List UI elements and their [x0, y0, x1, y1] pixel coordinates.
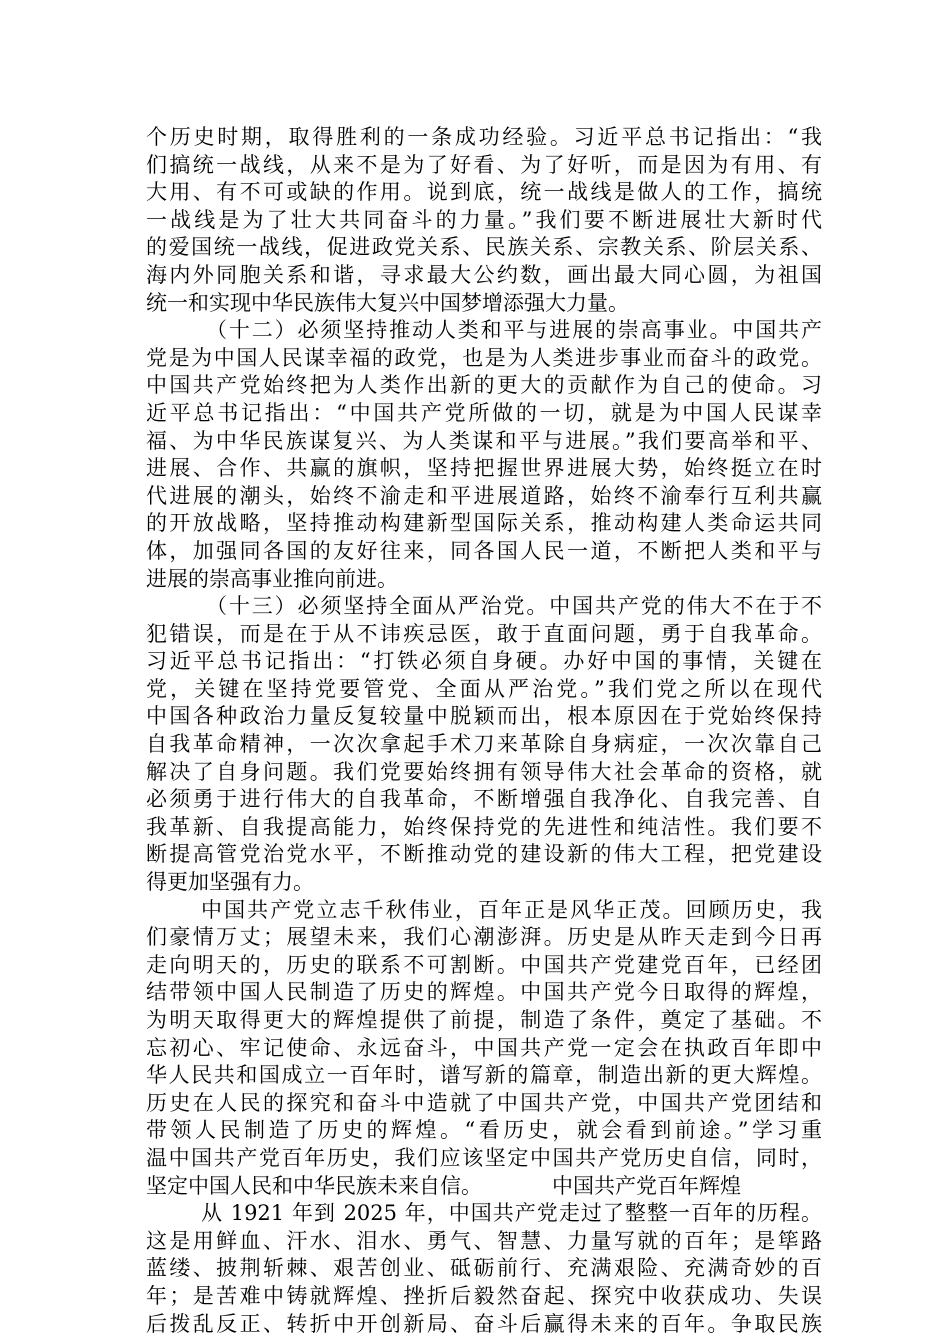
- text-line: 结带领中国人民制造了历史的辉煌。中国共产党今日取得的辉煌，: [146, 980, 822, 1005]
- text-line: 华人民共和国成立一百年时，谱写新的篇章，制造出新的更大辉煌。: [146, 1063, 822, 1088]
- text-line: 我革新、自我提高能力，始终保持党的先进性和纯洁性。我们要不: [146, 814, 822, 839]
- text-line: 中国各种政治力量反复较量中脱颖而出，根本原因在于党始终保持: [146, 704, 822, 729]
- text-line: 解决了自身问题。我们党要始终拥有领导伟大社会革命的资格，就: [146, 759, 822, 784]
- text-line: 年；是苦难中铸就辉煌、挫折后毅然奋起、探究中收获成功、失误: [146, 1283, 822, 1308]
- text-line: 得更加坚强有力。: [146, 870, 314, 895]
- text-line: [146, 1173, 822, 1201]
- text-line: （十三）必须坚持全面从严治党。中国共产党的伟大不在于不: [206, 594, 822, 619]
- text-line: 福、为中华民族谋复兴、为人类谋和平与进展。”我们要高举和平、: [146, 428, 822, 453]
- text-line: 蓝缕、披荆斩棘、艰苦创业、砥砺前行、充满艰险、充满奇妙的百: [146, 1256, 822, 1281]
- text-line: 大用、有不可或缺的作用。说到底，统一战线是做人的工作，搞统: [146, 180, 822, 205]
- paragraph-twelve: [146, 317, 822, 593]
- text-line: 历史在人民的探究和奋斗中造就了中国共产党，中国共产党团结和: [146, 1090, 822, 1115]
- text-line: 体，加强同各国的友好往来，同各国人民一道，不断把人类和平与: [146, 538, 822, 563]
- text-line: 必须勇于进行伟大的自我革命，不断增强自我净化、自我完善、自: [146, 787, 822, 812]
- text-line: 走向明天的，历史的联系不可割断。中国共产党建党百年，已经团: [146, 952, 822, 977]
- section-title: 中国共产党百年辉煌: [552, 1173, 741, 1198]
- text-line: 的爱国统一战线，促进政党关系、民族关系、宗教关系、阶层关系、: [146, 235, 822, 260]
- paragraph-century-glory: [146, 1200, 822, 1338]
- text-line: 们搞统一战线，从来不是为了好看、为了好听，而是因为有用、有: [146, 152, 822, 177]
- text-line: 个历史时期，取得胜利的一条成功经验。习近平总书记指出：“我: [146, 125, 822, 149]
- paragraph-united-front: [146, 124, 822, 317]
- text-line: 进展的崇高事业推向前进。: [146, 566, 398, 591]
- text-line: 犯错误，而是在于从不讳疾忌医，敢于直面问题，勇于自我革命。: [146, 621, 822, 646]
- text-line: 近平总书记指出：“中国共产党所做的一切，就是为中国人民谋幸: [146, 400, 822, 425]
- paragraph-conclusion: [146, 897, 822, 1201]
- text-line: 忘初心、牢记使命、永远奋斗，中国共产党一定会在执政百年即中: [146, 1035, 822, 1060]
- text-line: 自我革命精神，一次次拿起手术刀来革除自身病症，一次次靠自己: [146, 732, 822, 757]
- text-line: 这是用鲜血、汗水、泪水、勇气、智慧、力量写就的百年；是筚路: [146, 1228, 822, 1253]
- text-line: 一战线是为了壮大共同奋斗的力量。”我们要不断进展壮大新时代: [146, 207, 822, 232]
- text-line: 温中国共产党百年历史，我们应该坚定中国共产党历史自信，同时，: [146, 1145, 822, 1170]
- text-line: 后拨乱反正、转折中开创新局、奋斗后赢得未来的百年。争取民族: [146, 1311, 822, 1336]
- text-line: 从 1921 年到 2025 年，中国共产党走过了整整一百年的历程。: [201, 1201, 822, 1226]
- paragraph-thirteen: [146, 593, 822, 897]
- text-line: 中国共产党始终把为人类作出新的更大的贡献作为自己的使命。习: [146, 373, 822, 398]
- text-line: 海内外同胞关系和谐，寻求最大公约数，画出最大同心圆，为祖国: [146, 262, 822, 287]
- text-line: 断提高管党治党水平，不断推动党的建设新的伟大工程，把党建设: [146, 842, 822, 867]
- text-line: 为明天取得更大的辉煌提供了前提，制造了条件，奠定了基础。不: [146, 1008, 822, 1032]
- text-line: 习近平总书记指出：“打铁必须自身硬。办好中国的事情，关键在: [146, 649, 822, 674]
- text-line: 党，关键在坚持党要管党、全面从严治党。”我们党之所以在现代: [146, 676, 822, 701]
- text-line: 中国共产党立志千秋伟业，百年正是风华正茂。回顾历史，我: [201, 897, 822, 922]
- text-line: 党是为中国人民谋幸福的政党，也是为人类进步事业而奋斗的政党。: [146, 345, 822, 370]
- text-line: 代进展的潮头，始终不渝走和平进展道路，始终不渝奉行互利共赢: [146, 483, 822, 508]
- text-line: 的开放战略，坚持推动构建新型国际关系，推动构建人类命运共同: [146, 511, 822, 536]
- text-line: 统一和实现中华民族伟大复兴中国梦增添强大力量。: [146, 290, 629, 315]
- text-line: 进展、合作、共赢的旗帜，坚持把握世界进展大势，始终挺立在时: [146, 456, 822, 481]
- text-line: 带领人民制造了历史的辉煌。“看历史，就会看到前途。”学习重: [146, 1118, 822, 1143]
- text-line: （十二）必须坚持推动人类和平与进展的崇高事业。中国共产: [206, 318, 822, 343]
- document-page: [146, 124, 822, 1338]
- text-fragment: 坚定中国人民和中华民族未来自信。: [146, 1173, 482, 1198]
- text-line: 们豪情万丈；展望未来，我们心潮澎湃。历史是从昨天走到今日再: [146, 925, 822, 950]
